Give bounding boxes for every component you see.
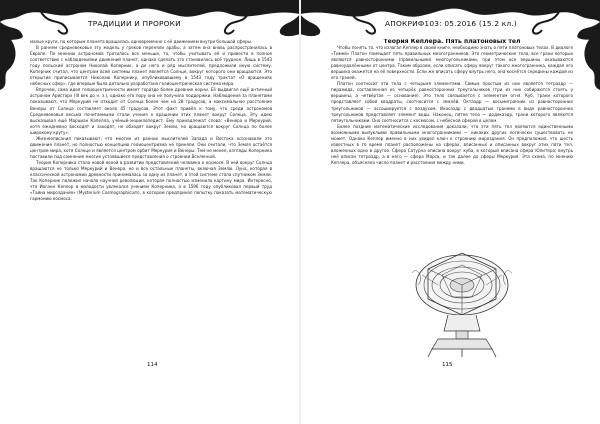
left-side-ornament [0,30,22,90]
left-paragraph: малые круги, по которым планета вращалась одновременно с её движением внутри большой сферы. [30,39,253,44]
left-page-number: 114 [147,362,158,368]
right-paragraph: Платон соотносит эти тела с четырьмя элементами. Самым простым из них является тетраэдр — пирамида, составленная из четырёх равносторонних треугольников (три из них собираются стоять у вершины, а четвёртая — основание). Это тело связывается с элементом огня. Куб, грани которого представляет собой квадраты, соотносится с землёй. Октаэдр — восьмигранник из равносторонних треугольников — ассоциируется с воздухом. Икосаэдр с двадцатью гранями в виде равносторонних треугольников представляет элемент воды. Наконец, пятое тело — додекаэдр, грани которого являются пятиугольниками. Оно соотносится с космосом, с небесной сферой в целом. [331,81,573,123]
right-running-header: АПОКРИФ103: 05.2016 (15.2 кл.) [381,19,521,28]
right-paragraph: Более поздние математические исследования доказали, что эти пять тел являются единственными возможными выпуклыми правильными многогранниками — никаких других логически существовать не может. Однако Кеплер именно в них увидел ключ к строению мироздания. Он предположил, что шесть известных в то время планет расположены на сферах, вписанных и описанных вокруг этих пяти тел, вложенных одно в другое. Сфера Сатурна описана вокруг куба, в который вписана сфера Юпитера; внутрь неё вписан тетраэдр, а в него — сфера Марса, и так далее до сферы Меркурия. Эта схема, по мнению Кеплера, объясняла число планет и расстояния между ними. [331,123,573,165]
book-gutter [299,0,301,424]
section-title: Теория Кеплера. Пять платоновых тел [383,39,521,45]
right-side-ornament [578,30,600,90]
left-page-body [30,39,272,359]
left-paragraph: Теория Коперника стала новой вехой в развитии представлений человека о космосе. В ней вокруг Солнца вращаются не только Меркурий и Венера, но и все остальные планеты, включая Землю. Луна, которая в классической астрономии древности принималась за одну из планет, в этой системе стала спутником Земли. Так Коперник положил начало научной революции, которая полностью изменила картину мира. Интересно, что Иоганн Кеплер в молодости увлекался учением Коперника, а в 1596 году опубликовал первый труд «Тайна мироздания» (Mysterium Cosmographicum), в котором предпринял попытку показать математическую гармонию космоса. [30,159,272,202]
left-paragraph: Жизнеописания показывают, что многие из ранних мыслителей Запада и Востока осознавали это движение планет, но полностью концепцию гелиоцентризма не приняли. Они считали, что Земля остаётся центром мира, хотя Солнце и является центром орбит Меркурия и Венеры. Тем не менее, взгляды Коперника поставили под сомнение многие устоявшиеся представления о строении Вселенной. [30,135,272,159]
left-paragraph: Впрочем, сама идея гелиоцентричности имеет гораздо более древние корни. Её выдвигал ещё античный астроном Аристарх (III век до н. э.), однако его пору она не получила поддержки. Наблюдения за планетами показывают, что Меркурий не отходит от Солнца более чем на 28 градусов, а максимальное расстояние Венеры от Солнца составляет около 45 градусов. Этот факт привёл к тому, что среди астрономов Средневековья весьма почитаемыми стали учения о вращении этих планет вокруг Солнца. Эту идею высказывал ещё Марциан Капелла, учёный-энциклопедист. Ему принадлежат слова: «Венера и Меркурий, хотя ежедневно восходят и заходят, не обходят вокруг Земли, но вращаются вокруг Солнца по более широкому кругу». [30,87,272,135]
right-paragraph: Чтобы понять то, что излагал Кеплер в своей книге, необходимо знать о пяти платоновых телах. В диалоге «Тимей» Платон помещает пять правильных многогранников. Это геометрические тела, все грани которых являются равносторонними (правильными) многоугольниками, при этом все вершины оказываются равноудалёнными от центра. Таким образом, если описать сферу вокруг такого многогранника, каждая его вершина окажется на её поверхности. Если же вписать сферу внутрь него, она коснётся середины каждой из его граней. [331,45,573,81]
right-page-number: 115 [442,362,453,368]
kepler-cosmic-model-illustration [408,245,516,361]
left-running-header: ТРАДИЦИИ И ПРОРОКИ [84,19,185,28]
left-paragraph: В раннем средневековье эту модель у греков переняли арабы, а затем она вновь распространилась в Европе. По мнению астрономов тратилось все меньше, то, чтобы учитывать её и привести в полное соответствие с наблюдениями движений планет, однако сделать это становилось всё труднее. Лишь в 1543 году польский астроном Николай Коперник, а до него и ряд мыслителей, предложили иную систему. Коперник считал, что центром всей системы планет является Солнце, вокруг которого они вращаются. Это открытие приписывается Николаю Копернику, опубликовавшему в 1543 году трактат «О вращениях небесных сфер», где впервые была детально разработана гелиоцентрическая система мира. [30,45,272,87]
